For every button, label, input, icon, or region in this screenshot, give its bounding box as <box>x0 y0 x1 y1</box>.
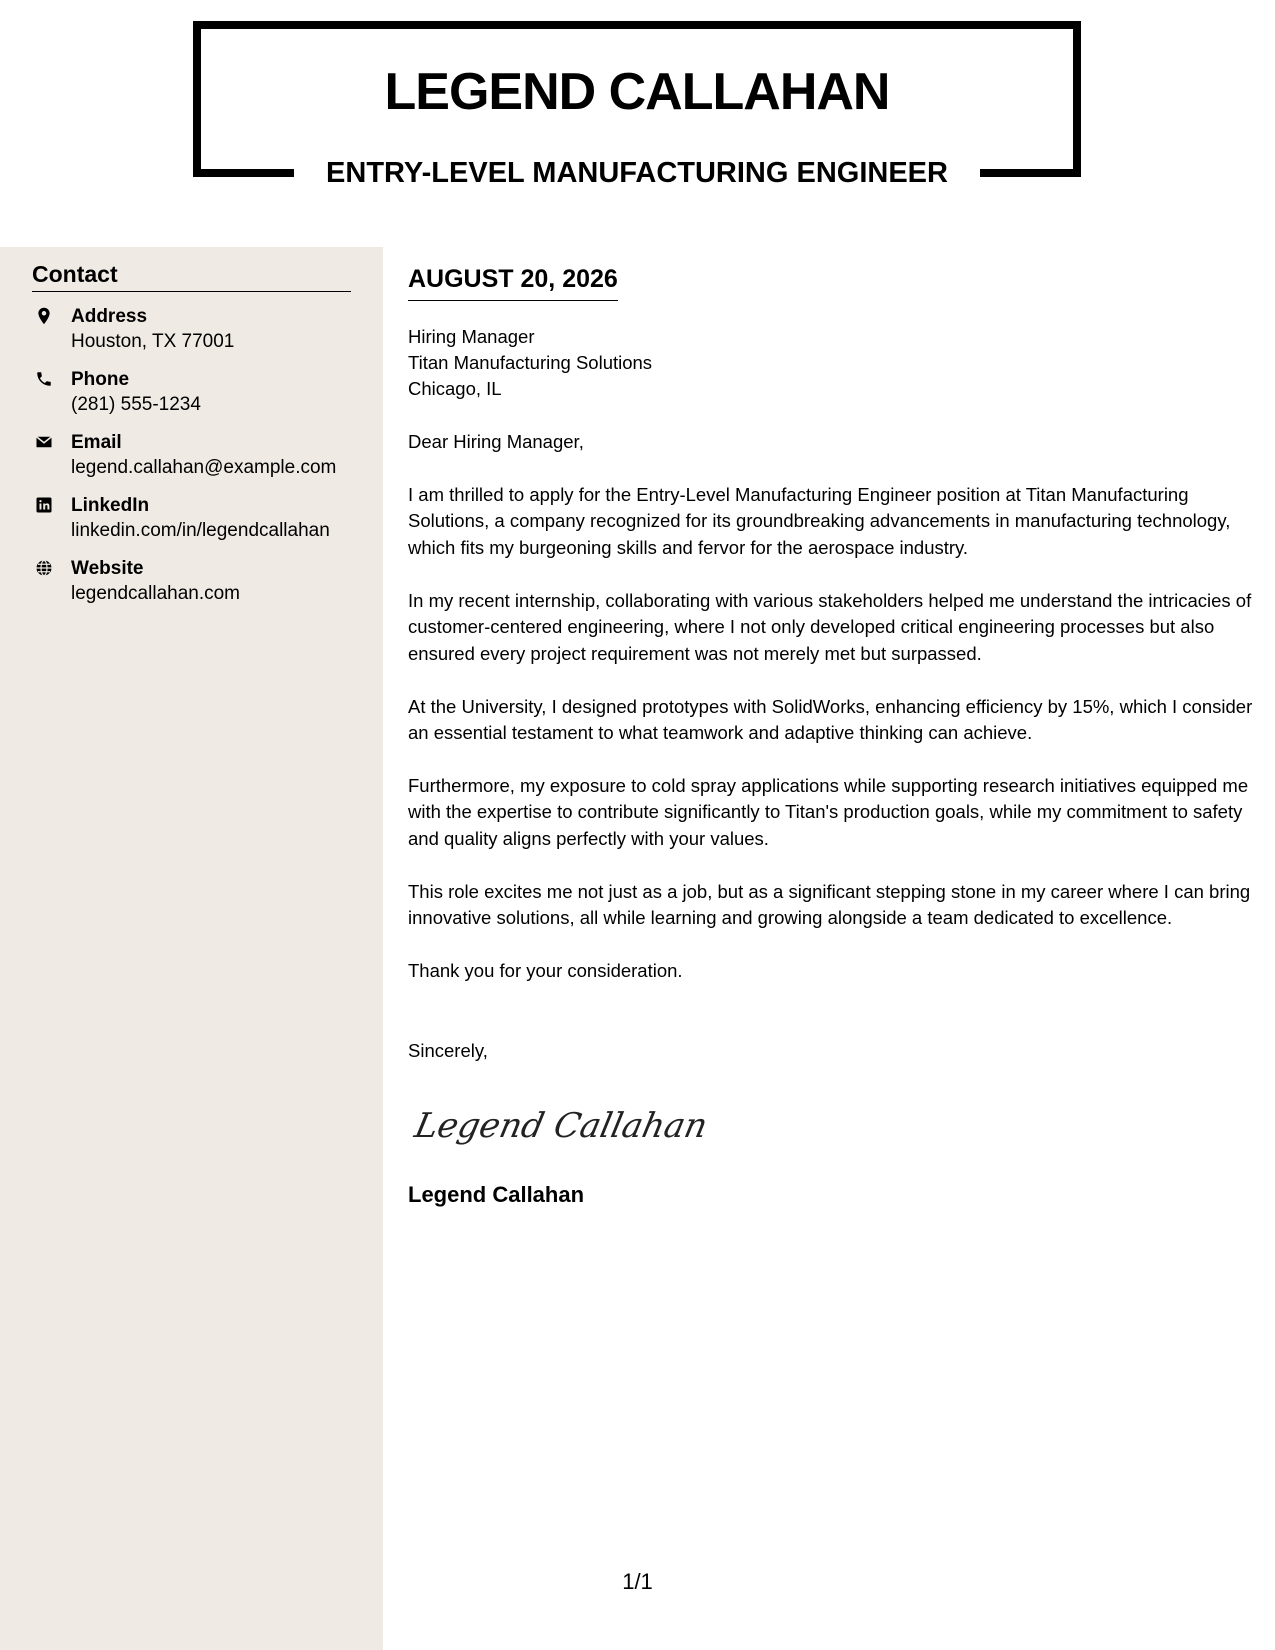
applicant-name: LEGEND CALLAHAN <box>384 63 890 121</box>
sidebar <box>0 247 383 1650</box>
linkedin-value[interactable]: linkedin.com/in/legendcallahan <box>71 520 330 541</box>
linkedin-icon <box>35 496 53 514</box>
phone-value: (281) 555-1234 <box>71 394 201 415</box>
email-value[interactable]: legend.callahan@example.com <box>71 457 337 478</box>
signer-name: Legend Callahan <box>408 1182 585 1207</box>
contact-heading: Contact <box>32 259 351 292</box>
header-frame-corner-left <box>193 169 294 177</box>
contact-label: LinkedIn <box>71 495 150 516</box>
body-paragraph: Furthermore, my exposure to cold spray applications while supporting research initiatives equipped me with the expertise to contribute significantly to Titan's production goals, while my commitment to safety and quality aligns perfectly with your values. <box>408 775 1249 849</box>
body-paragraph: I am thrilled to apply for the Entry-Level Manufacturing Engineer position at Titan Manufacturing Solutions, a company recognized for its groundbreaking advancements in manufacturing technology, which fits my burgeoning skills and fervor for the aerospace industry. <box>408 484 1231 558</box>
page-number: 1/1 <box>622 1569 653 1594</box>
signature-text: Legend Callahan <box>411 1106 711 1146</box>
recipient-line: Titan Manufacturing Solutions <box>408 352 653 373</box>
contact-label: Email <box>71 432 122 453</box>
address-value: Houston, TX 77001 <box>71 331 235 352</box>
recipient-block <box>408 324 652 402</box>
contact-label: Address <box>71 306 148 327</box>
recipient-line: Chicago, IL <box>408 378 502 399</box>
body-paragraph: In my recent internship, collaborating with various stakeholders helped me understand the intricacies of customer-centered engineering, where I not only developed critical engineering processes but also ensured every project requirement was not merely met but surpassed. <box>408 590 1252 664</box>
thanks-line: Thank you for your consideration. <box>408 960 683 981</box>
globe-icon <box>35 559 53 577</box>
map-pin-icon <box>35 307 53 325</box>
letter-date: AUGUST 20, 2026 <box>408 263 618 301</box>
contact-label: Phone <box>71 369 130 390</box>
contact-label: Website <box>71 558 144 579</box>
closing-line: Sincerely, <box>408 1040 488 1061</box>
greeting: Dear Hiring Manager, <box>408 431 584 452</box>
recipient-line: Hiring Manager <box>408 326 535 347</box>
website-value[interactable]: legendcallahan.com <box>71 583 241 604</box>
header-frame-corner-right <box>980 169 1081 177</box>
phone-icon <box>35 370 53 388</box>
body-paragraph: This role excites me not just as a job, but as a significant stepping stone in my career where I can bring innovative solutions, all while learning and growing alongside a team dedicated to excellence. <box>408 881 1251 929</box>
body-paragraph: At the University, I designed prototypes with SolidWorks, enhancing efficiency by 15%, which I consider an essential testament to what teamwork and adaptive thinking can achieve. <box>408 696 1253 744</box>
signature-image <box>408 1095 711 1155</box>
job-title: ENTRY-LEVEL MANUFACTURING ENGINEER <box>326 157 948 189</box>
envelope-icon <box>35 433 53 451</box>
